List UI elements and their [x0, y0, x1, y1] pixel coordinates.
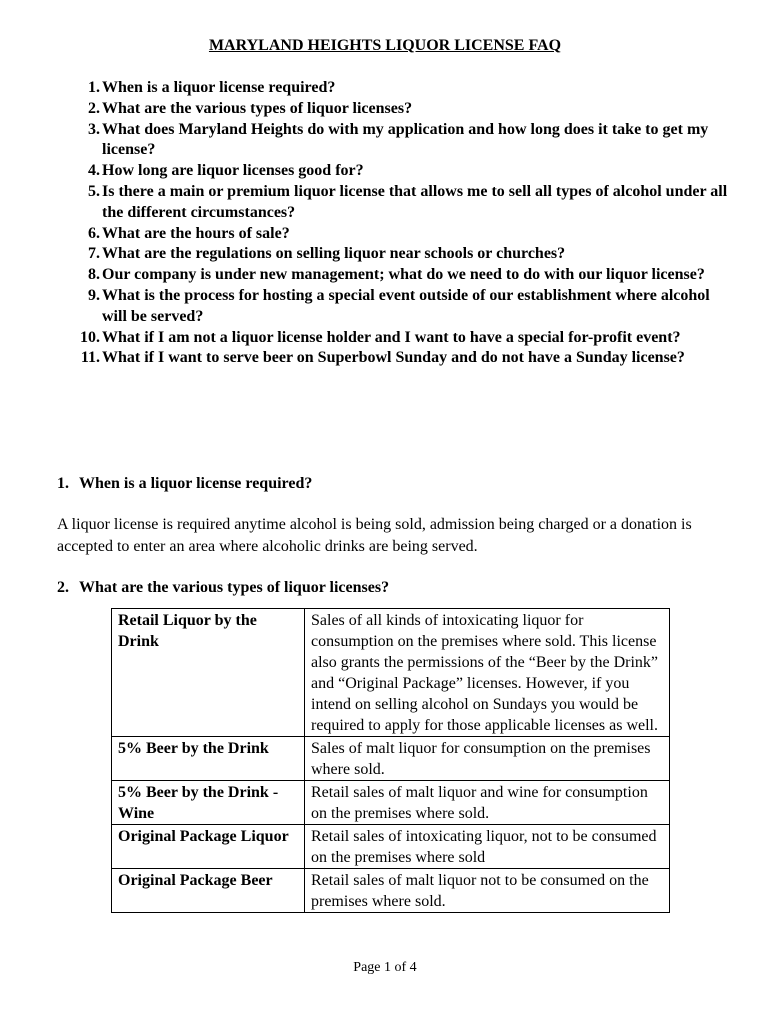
list-item: 10. What if I am not a liquor license holder and I want to have a special for-profit event?	[80, 328, 681, 346]
list-item: 11. What if I want to serve beer on Superbowl Sunday and do not have a Sunday license?	[80, 349, 685, 367]
question-text: What does Maryland Heights do with my application and how long does it take to get my license?	[102, 120, 709, 159]
license-description: Retail sales of malt liquor not to be consumed on the premises where sold.	[305, 869, 670, 913]
list-item: 3. What does Maryland Heights do with my application and how long does it take to get my license?	[88, 120, 709, 159]
question-text: What if I want to serve beer on Superbowl Sunday and do not have a Sunday license?	[102, 349, 685, 367]
question-text: What are the various types of liquor licenses?	[102, 99, 413, 117]
list-item: 2. What are the various types of liquor licenses?	[88, 99, 413, 117]
question-text: What is the process for hosting a special event outside of our establishment where alcohol will be served?	[102, 286, 710, 325]
license-type: 5% Beer by the Drink - Wine	[112, 781, 305, 825]
license-type: 5% Beer by the Drink	[112, 737, 305, 781]
list-item: 7. What are the regulations on selling liquor near schools or churches?	[88, 245, 566, 263]
license-type: Original Package Beer	[112, 869, 305, 913]
license-type: Original Package Liquor	[112, 825, 305, 869]
question-list	[72, 78, 732, 369]
table-row	[112, 781, 670, 825]
list-item: 8. Our company is under new management; what do we need to do with our liquor license?	[88, 266, 705, 284]
table-row	[112, 825, 670, 869]
question-text: What if I am not a liquor license holder and I want to have a special for-profit event?	[102, 328, 681, 346]
question-text: Is there a main or premium liquor license that allows me to sell all types of alcohol under all the different circumstances?	[102, 182, 728, 221]
license-description: Sales of all kinds of intoxicating liquor for consumption on the premises where sold. This license also grants the permissions of the “Beer by the Drink” and “Original Package” licenses. However, if you intend on selling alcohol on Sundays you would be required to apply for those applicable licenses as well.	[305, 609, 670, 737]
license-type: Retail Liquor by the Drink	[112, 609, 305, 737]
table-row	[112, 737, 670, 781]
list-item: 9. What is the process for hosting a special event outside of our establishment where alcohol will be served?	[88, 286, 710, 325]
question-text: How long are liquor licenses good for?	[102, 162, 364, 180]
list-item: 4. How long are liquor licenses good for?	[88, 162, 364, 180]
table-row	[112, 609, 670, 737]
license-description: Retail sales of malt liquor and wine for consumption on the premises where sold.	[305, 781, 670, 825]
page-number: Page 1 of 4	[353, 960, 417, 975]
question-text: What are the hours of sale?	[102, 224, 290, 242]
license-description: Sales of malt liquor for consumption on the premises where sold.	[305, 737, 670, 781]
table-row	[112, 869, 670, 913]
question-text: What are the regulations on selling liquor near schools or churches?	[102, 245, 566, 263]
list-item: 1. When is a liquor license required?	[88, 79, 336, 96]
section-2-heading: 2. What are the various types of liquor licenses?	[57, 579, 390, 596]
section-1-answer: A liquor license is required anytime alcohol is being sold, admission being charged or a donation is accepted to enter an area where alcoholic drinks are being served.	[57, 516, 692, 555]
section-1-heading: 1. When is a liquor license required?	[57, 475, 313, 492]
question-text: Our company is under new management; what do we need to do with our liquor license?	[102, 266, 705, 284]
license-description: Retail sales of intoxicating liquor, not to be consumed on the premises where sold	[305, 825, 670, 869]
list-item: 5. Is there a main or premium liquor license that allows me to sell all types of alcohol under all the different circumstances?	[88, 182, 728, 221]
list-item: 6. What are the hours of sale?	[88, 224, 290, 242]
question-text: When is a liquor license required?	[102, 79, 336, 96]
license-types-table	[111, 608, 670, 913]
page-title: MARYLAND HEIGHTS LIQUOR LICENSE FAQ	[208, 37, 562, 54]
